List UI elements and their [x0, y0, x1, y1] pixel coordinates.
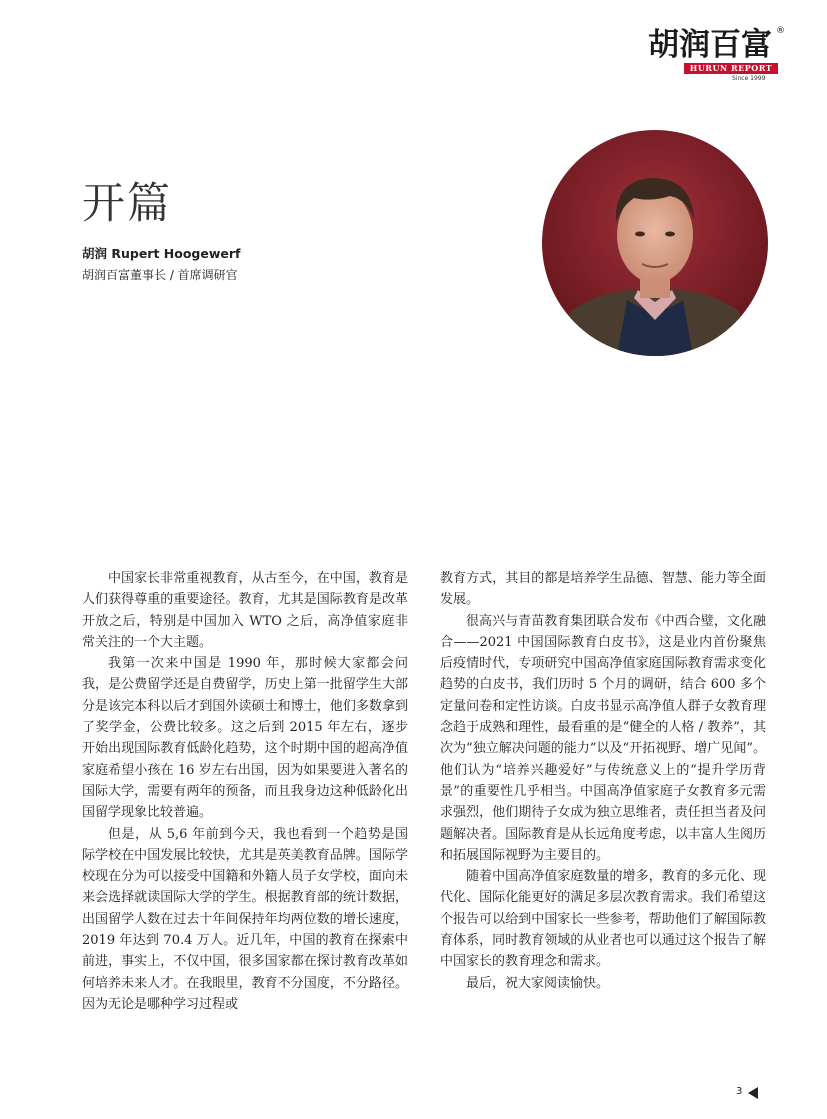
- left-column: [82, 568, 408, 1015]
- logo-chinese-text: 胡润百富: [648, 27, 772, 63]
- paragraph: 随着中国高净值家庭数量的增多，教育的多元化、现代化、国际化能更好的满足多层次教育需求。我们希望这个报告可以给到中国家长一些参考，帮助他们了解国际教育体系，同时教育领域的从业者也可以通过这个报告了解中国家长的教育理念和需求。: [440, 869, 766, 970]
- page-number: 3: [736, 1086, 743, 1097]
- author-portrait: [542, 130, 768, 356]
- hurun-logo: [648, 26, 785, 82]
- left-triangle-icon[interactable]: [748, 1087, 758, 1099]
- paragraph: 很高兴与青苗教育集团联合发布《中西合璧，文化融合——2021 中国国际教育白皮书》，这是业内首份聚焦后疫情时代，专项研究中国高净值家庭国际教育需求变化趋势的白皮书，我们历时 5 个月的调研，结合 600 多个定量问卷和定性访谈。白皮书显示高净值人群子女教育理念趋于成熟和理性，最看重的是“健全的人格 / 教养”，其次为“独立解决问题的能力”以及“开拓视野、增广见闻”。他们认为“培养兴趣爱好”与传统意义上的“提升学历背景”的重要性几乎相当。中国高净值家庭子女教育多元需求强烈，他们期待子女成为独立思维者，责任担当者及问题解决者。国际教育是从长远角度考虑，以丰富人生阅历和拓展国际视野为主要目的。: [440, 613, 766, 863]
- portrait-photo: [542, 130, 768, 356]
- paragraph: 但是，从 5,6 年前到今天，我也看到一个趋势是国际学校在中国发展比较快，尤其是英美教育品牌。国际学校现在分为可以接受中国籍和外籍人员子女学校，面向未来会选择就读国际大学的学生。根据教育部的统计数据，出国留学人数在过去十年间保持年均两位数的增长速度，2019 年达到 70.4 万人。近几年，中国的教育在探索中前进，事实上，不仅中国，很多国家都在探讨教育改革如何培养未来人才。在我眼里，教育不分国度，不分路径。因为无论是哪种学习过程或: [82, 826, 408, 1012]
- page-title: 开篇: [82, 179, 172, 229]
- registered-mark: ®: [776, 26, 785, 36]
- author-name: 胡润 Rupert Hoogewerf: [82, 246, 241, 261]
- right-column: [440, 568, 766, 994]
- author-role: 胡润百富董事长 / 首席调研官: [82, 268, 238, 282]
- paragraph: 中国家长非常重视教育，从古至今，在中国，教育是人们获得尊重的重要途径。教育，尤其是国际教育是改革开放之后，特别是中国加入 WTO 之后，高净值家庭非常关注的一个大主题。: [82, 571, 408, 650]
- logo-english-text: HURUN REPORT: [684, 63, 778, 74]
- logo-since-text: Since 1999: [732, 75, 766, 82]
- paragraph: 最后，祝大家阅读愉快。: [466, 975, 610, 991]
- paragraph: 我第一次来中国是 1990 年，那时候大家都会问我，是公费留学还是自费留学，历史上第一批留学生大部分是该完本科以后才到国外读硕士和博士，他们多数拿到了奖学金，公费比较多。这之后到 2015 年左右，逐步开始出现国际教育低龄化趋势，这个时期中国的超高净值家庭希望小孩在 16 岁左右出国，因为如果要进入著名的国际大学，需要有两年的预备，而且我身边这种低龄化出国留学现象比较普遍。: [82, 656, 408, 821]
- paragraph: 教育方式，其目的都是培养学生品德、智慧、能力等全面发展。: [440, 571, 766, 608]
